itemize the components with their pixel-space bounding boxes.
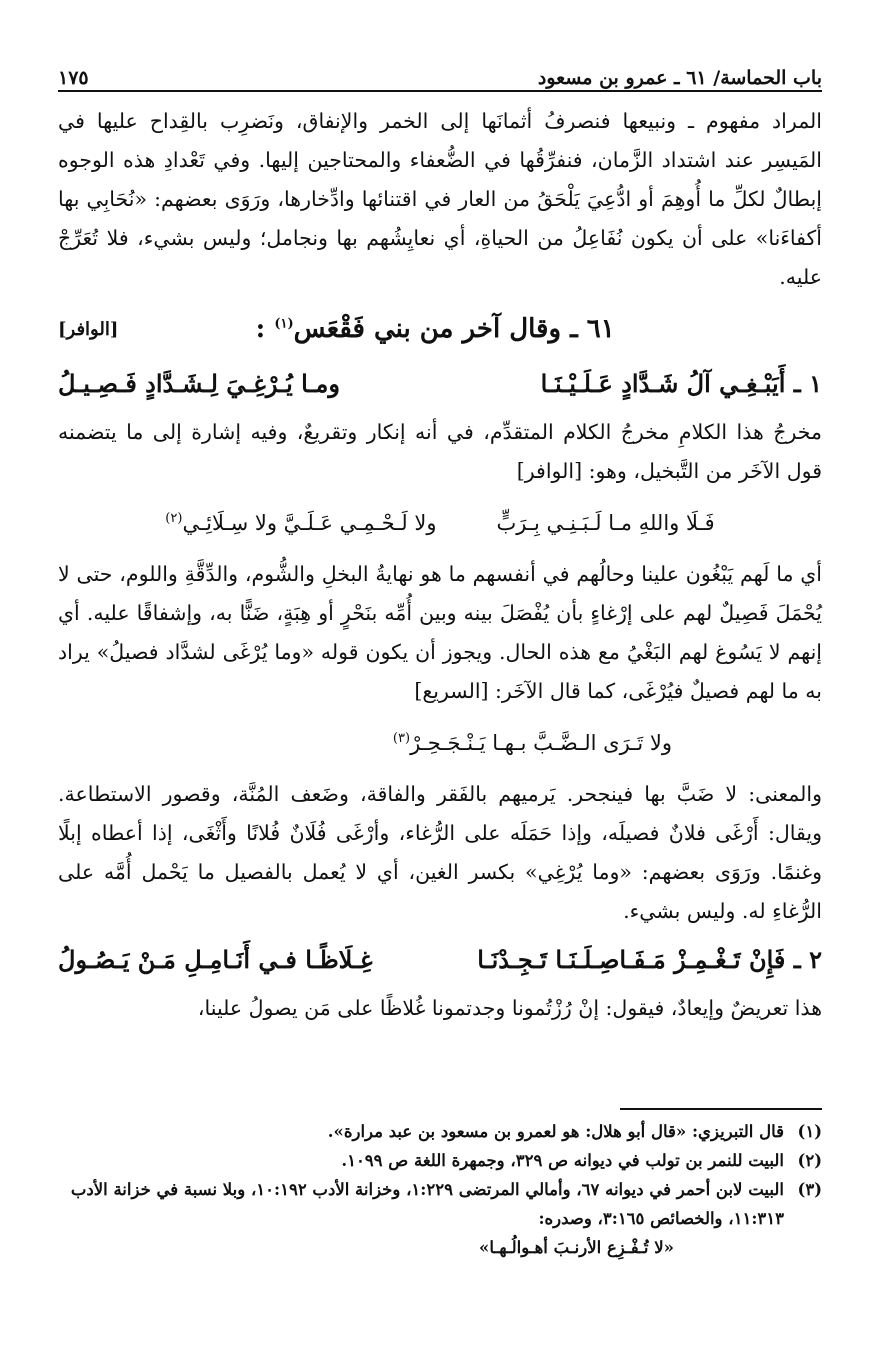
verse-1 <box>58 357 822 409</box>
quoted-verse-1-second-wrap: ولا لَـحْـمِـي عَـلَـيَّ ولا سِـلَائِـي$^{(٢)}$ <box>165 510 437 535</box>
paragraph-5: هذا تعريضٌ وإيعادٌ، فيقول: إنْ رُزْتُمونا وجدتمونا غُلاظًا على مَن يصولُ علينا، <box>197 996 822 1020</box>
footnote-number: (٣) <box>797 1180 822 1199</box>
poem-heading <box>58 303 822 355</box>
main-text <box>58 102 822 1028</box>
footnote-1 <box>58 1117 822 1146</box>
footnote-ref-2: (٢) <box>165 510 183 526</box>
verse-2 <box>58 933 822 985</box>
footnote-2 <box>58 1146 822 1175</box>
verse-2-second-hemistich: غِـلَاظًـا فـي أَنَـامِـلِ مَـنْ يَـصُـولُ <box>58 944 373 974</box>
footnote-ref-1: (١) <box>274 315 294 331</box>
footnotes <box>58 1117 822 1262</box>
footnote-number: (٢) <box>797 1151 822 1170</box>
footnote-3 <box>58 1175 822 1262</box>
verse-2-first-hemistich: ٢ ـ فَإِنْ تَـغْـمِـزْ مَـفَـاصِـلَـنَـا تَـجِـدْنَـا <box>477 944 822 974</box>
poem-title: ٦١ ـ وقال آخر من بني فَقْعَس$^{(١)}$ : <box>255 313 615 344</box>
quoted-verse-2-wrap: ولا تَـرَى الـضَّـبَّ بـهـا يَـنْـجَـحِـرْ$^{(٣)}$ <box>392 730 672 755</box>
quoted-verse-1 <box>58 497 822 549</box>
footnote-rule <box>620 1108 822 1110</box>
header-rule <box>58 90 822 92</box>
footnote-verse: «لا تُـفْـزِع الأرنـبَ أهـوالُـهـا» <box>479 1238 674 1257</box>
footnote-number: (١) <box>797 1122 822 1141</box>
verse-1-first-hemistich: ١ ـ أَيَبْـغِـي آلُ شَـدَّادٍ عَـلَـيْـنَـا <box>540 368 822 398</box>
footnote-text: البيت للنمر بن تولب في ديوانه ص ٣٢٩، وجمهرة اللغة ص ١٠٩٩. <box>341 1151 784 1170</box>
section-title: باب الحماسة/ ٦١ ـ عمرو بن مسعود <box>537 67 822 89</box>
footnote-text: قال التبريزي: «قال أبو هلال: هو لعمرو بن مسعود بن عبد مرارة». <box>327 1122 784 1141</box>
running-head <box>58 50 822 88</box>
quoted-verse-1-first: فَـلَا واللهِ مـا لَـبَـنِـي بِـرَبٍّ <box>496 510 715 535</box>
paragraph-3: أي ما لَهم يَبْغُون علينا وحالُهم في أنفسهم ما هو نهايةُ البخلِ والشُّوم، والدِّقَّةِ واللوم، حتى لا يُحْمَلَ فَصِيلٌ لهم على إرْغاءٍ بأن يُفْصَلَ بينه وبين أُمِّه بنَحْرٍ أو هِبَةٍ، ضَنًّا به، وإشفاقًا عليه. أي إنهم لا يَسُوغ لهم البَغْيُ مع هذه الحال. ويجوز أن يكون قوله «وما يُرْغَى لشدَّاد فصيلُ» يراد به ما لهم فصيلٌ فيُرْغَى، كما قال الآخَر: [السريع] <box>58 562 822 703</box>
paragraph-1: المراد مفهوم ـ ونبيعها فنصرفُ أثمانَها إلى الخمر والإنفاق، ونَضرِب بالقِداح عليها في المَيسِر عند اشتداد الزَّمان، فنفرِّقُها في الضُّعفاء والمحتاجين إليها. وفي تَعْدادِ هذه الوجوه إبطالٌ لكلِّ ما أُوهِمَ أو ادُّعِيَ يَلْحَقُ من العار في اقتنائها وادِّخارها، ورَوَى بعضهم: «نُحَابِي بها أكفاءَنا» على أن يكون نُفَاعِلُ من الحياةِ، أي نعايِشُهم بها ونجامل؛ وليس بشيء، فلا تُعَرِّجْ عليه. <box>58 109 822 289</box>
meter-label: [الوافر] <box>58 318 119 340</box>
paragraph-2: مخرجُ هذا الكلامِ مخرجُ الكلام المتقدِّم، في أنه إنكار وتقريعٌ، وفيه إشارة إلى ما يتضمنه قول الآخَر من التَّبخيل، وهو: [الوافر] <box>58 420 822 483</box>
page-number: ١٧٥ <box>58 67 89 89</box>
footnote-text: البيت لابن أحمر في ديوانه ٦٧، وأمالي المرتضى ١:٢٢٩، وخزانة الأدب ١٠:١٩٢، وبلا نسبة في خزانة الأدب ١١:٣١٣، والخصائص ٣:١٦٥، وصدره: «لا تُـفْـزِع الأرنـبَ أهـوالُـهـا» <box>70 1180 784 1257</box>
paragraph-4: والمعنى: لا ضَبَّ بها فينجحر. يَرميهم بالفَقر والفاقة، وضَعف المُنَّة، وقصور الاستطاعة. ويقال: أَرْغَى فلانٌ فصيلَه، وإذا حَمَلَه على الرُّغاء، وأرْغَى فُلَانٌ فُلانًا وأَثْغَى، إذا أعطاه إبلًا وغنمًا. ورَوَى بعضهم: «وما يُرْغِي» بكسر الغين، أي لا يُعمل بالفصيل ما يَحْمل أُمَّه على الرُّغاءِ له. وليس بشيء. <box>58 782 822 923</box>
quoted-verse-2 <box>58 717 822 769</box>
verse-1-second-hemistich: ومـا يُـرْغِـيَ لِـشَـدَّادٍ فَـصِـيـلُ <box>58 368 340 398</box>
footnote-ref-3: (٣) <box>392 730 411 746</box>
